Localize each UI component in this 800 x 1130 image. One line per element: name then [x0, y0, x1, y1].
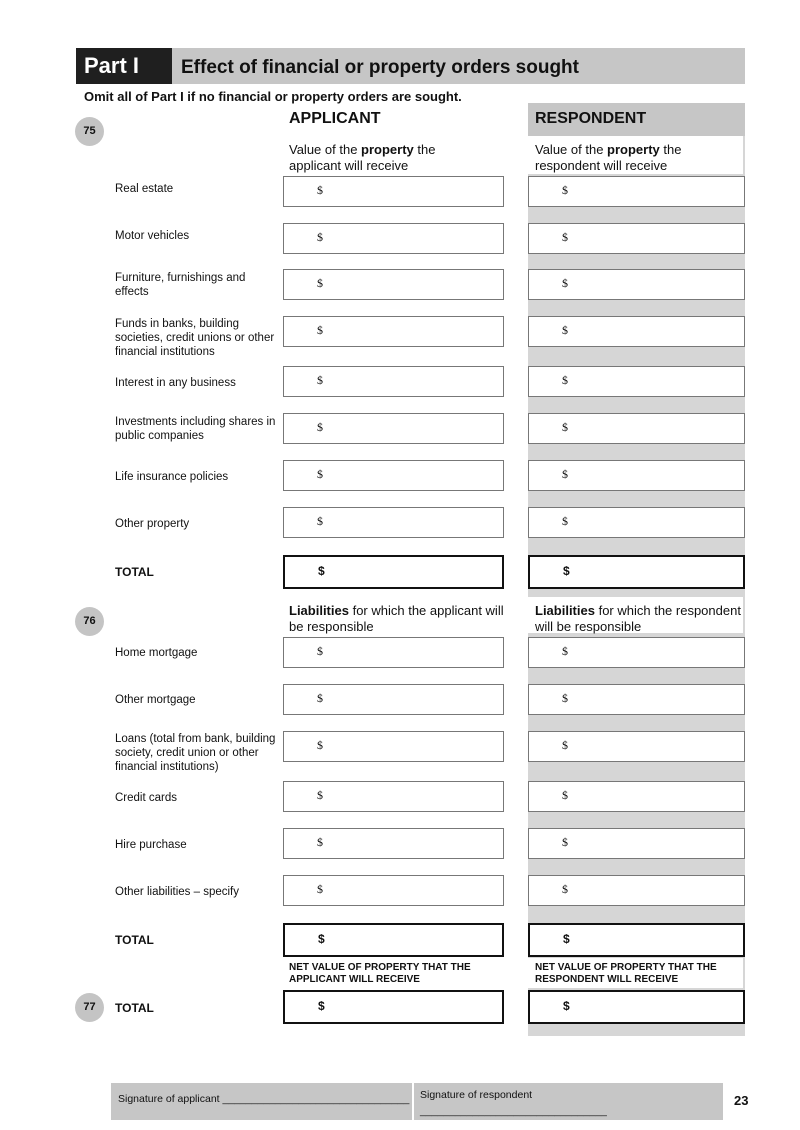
- section-75-number: 75: [75, 117, 104, 146]
- respondent-signature-underline: ________________________________: [420, 1105, 607, 1117]
- section76-value-applicant-field[interactable]: [283, 731, 504, 762]
- section75-row-label: Real estate: [115, 183, 174, 195]
- section76-value-respondent-field[interactable]: [528, 637, 745, 668]
- section75-row-label: Furniture, furnishings and effects: [115, 272, 246, 298]
- section75-value-respondent-field[interactable]: [528, 316, 745, 347]
- currency-symbol: $: [562, 738, 568, 752]
- section76-value-respondent-field[interactable]: [528, 875, 745, 906]
- currency-symbol: $: [317, 514, 323, 528]
- currency-symbol: $: [317, 882, 323, 896]
- respondent-liabilities-description: Liabilities for which the respondent will be responsible: [528, 597, 743, 633]
- section75-value-respondent-field[interactable]: [528, 366, 745, 397]
- section76-total-respondent-field[interactable]: [528, 923, 745, 957]
- section75-value-respondent-field[interactable]: [528, 460, 745, 491]
- section76-value-applicant-field[interactable]: [283, 781, 504, 812]
- applicant-signature-line[interactable]: Signature of applicant ________________________________: [118, 1093, 410, 1105]
- currency-symbol: $: [317, 788, 323, 802]
- section-77-total-label: TOTAL: [115, 1001, 154, 1015]
- currency-symbol: $: [562, 467, 568, 481]
- section75-value-respondent-field[interactable]: [528, 223, 745, 254]
- currency-symbol: $: [318, 999, 325, 1013]
- section75-row-label: Interest in any business: [115, 377, 236, 389]
- section76-value-respondent-field[interactable]: [528, 781, 745, 812]
- section76-value-respondent-field[interactable]: [528, 731, 745, 762]
- currency-symbol: $: [317, 644, 323, 658]
- currency-symbol: $: [562, 323, 568, 337]
- section76-value-applicant-field[interactable]: [283, 637, 504, 668]
- section75-value-applicant-field[interactable]: [283, 507, 504, 538]
- section75-value-respondent-field[interactable]: [528, 176, 745, 207]
- part-title: Effect of financial or property orders sought: [181, 57, 579, 78]
- section76-row-label: Other liabilities – specify: [115, 886, 239, 898]
- section76-row-label: Credit cards: [115, 792, 177, 804]
- section76-row-label: Other mortgage: [115, 694, 196, 706]
- section75-value-applicant-field[interactable]: [283, 269, 504, 300]
- section76-value-applicant-field[interactable]: [283, 875, 504, 906]
- net-total-applicant-field[interactable]: [283, 990, 504, 1024]
- section75-row-label: Other property: [115, 518, 190, 530]
- currency-symbol: $: [317, 691, 323, 705]
- currency-symbol: $: [317, 373, 323, 387]
- section76-total-label: TOTAL: [115, 933, 154, 947]
- section-76-number: 76: [75, 607, 104, 636]
- currency-symbol: $: [562, 183, 568, 197]
- currency-symbol: $: [562, 373, 568, 387]
- section75-value-applicant-field[interactable]: [283, 460, 504, 491]
- currency-symbol: $: [317, 420, 323, 434]
- currency-symbol: $: [317, 276, 323, 290]
- section75-value-applicant-field[interactable]: [283, 223, 504, 254]
- section75-row-label: Funds in banks, building societies, credit unions or other financial institutions: [115, 318, 275, 358]
- signature-divider: [412, 1083, 414, 1120]
- currency-symbol: $: [562, 644, 568, 658]
- omit-note: Omit all of Part I if no financial or property orders are sought.: [84, 89, 462, 104]
- section75-total-respondent-field[interactable]: [528, 555, 745, 589]
- section75-value-respondent-field[interactable]: [528, 269, 745, 300]
- section76-value-respondent-field[interactable]: [528, 684, 745, 715]
- part-label: Part I: [76, 48, 172, 84]
- section76-value-applicant-field[interactable]: [283, 684, 504, 715]
- currency-symbol: $: [318, 564, 325, 578]
- currency-symbol: $: [317, 183, 323, 197]
- respondent-signature-line[interactable]: [420, 1087, 607, 1119]
- section76-total-applicant-field[interactable]: [283, 923, 504, 957]
- currency-symbol: $: [317, 835, 323, 849]
- section75-value-applicant-field[interactable]: [283, 176, 504, 207]
- page-number: 23: [734, 1093, 749, 1108]
- currency-symbol: $: [562, 514, 568, 528]
- section75-row-label: Motor vehicles: [115, 230, 190, 242]
- currency-symbol: $: [563, 564, 570, 578]
- applicant-liabilities-description: Liabilities for which the applicant will be responsible: [289, 603, 504, 634]
- net-total-respondent-field[interactable]: [528, 990, 745, 1024]
- applicant-column-heading: APPLICANT: [289, 110, 381, 127]
- net-value-applicant-label: NET VALUE OF PROPERTY THAT THE APPLICANT WILL RECEIVE: [289, 962, 471, 985]
- section76-row-label: Hire purchase: [115, 839, 187, 851]
- currency-symbol: $: [317, 738, 323, 752]
- section75-value-applicant-field[interactable]: [283, 316, 504, 347]
- currency-symbol: $: [562, 835, 568, 849]
- respondent-property-description: Value of the property the respondent will receive: [528, 136, 743, 174]
- section75-value-applicant-field[interactable]: [283, 413, 504, 444]
- currency-symbol: $: [317, 230, 323, 244]
- currency-symbol: $: [562, 276, 568, 290]
- section76-value-respondent-field[interactable]: [528, 828, 745, 859]
- currency-symbol: $: [562, 691, 568, 705]
- section75-value-respondent-field[interactable]: [528, 413, 745, 444]
- applicant-property-description: Value of the property the applicant will receive: [289, 142, 436, 173]
- section75-row-label: Life insurance policies: [115, 471, 229, 483]
- section75-row-label: Investments including shares in public companies: [115, 416, 276, 442]
- currency-symbol: $: [563, 999, 570, 1013]
- currency-symbol: $: [317, 467, 323, 481]
- section75-value-respondent-field[interactable]: [528, 507, 745, 538]
- section76-value-applicant-field[interactable]: [283, 828, 504, 859]
- section76-row-label: Loans (total from bank, building society, credit union or other financial institutions): [115, 733, 276, 773]
- respondent-signature-label: Signature of respondent: [420, 1089, 533, 1101]
- section75-total-applicant-field[interactable]: [283, 555, 504, 589]
- currency-symbol: $: [562, 420, 568, 434]
- section75-value-applicant-field[interactable]: [283, 366, 504, 397]
- currency-symbol: $: [563, 932, 570, 946]
- respondent-column-heading: RESPONDENT: [535, 110, 647, 127]
- section-77-number: 77: [75, 993, 104, 1022]
- currency-symbol: $: [562, 788, 568, 802]
- currency-symbol: $: [562, 882, 568, 896]
- currency-symbol: $: [562, 230, 568, 244]
- net-value-respondent-label: NET VALUE OF PROPERTY THAT THE RESPONDENT WILL RECEIVE: [528, 958, 743, 988]
- currency-symbol: $: [318, 932, 325, 946]
- section75-total-label: TOTAL: [115, 565, 154, 579]
- section76-row-label: Home mortgage: [115, 647, 198, 659]
- currency-symbol: $: [317, 323, 323, 337]
